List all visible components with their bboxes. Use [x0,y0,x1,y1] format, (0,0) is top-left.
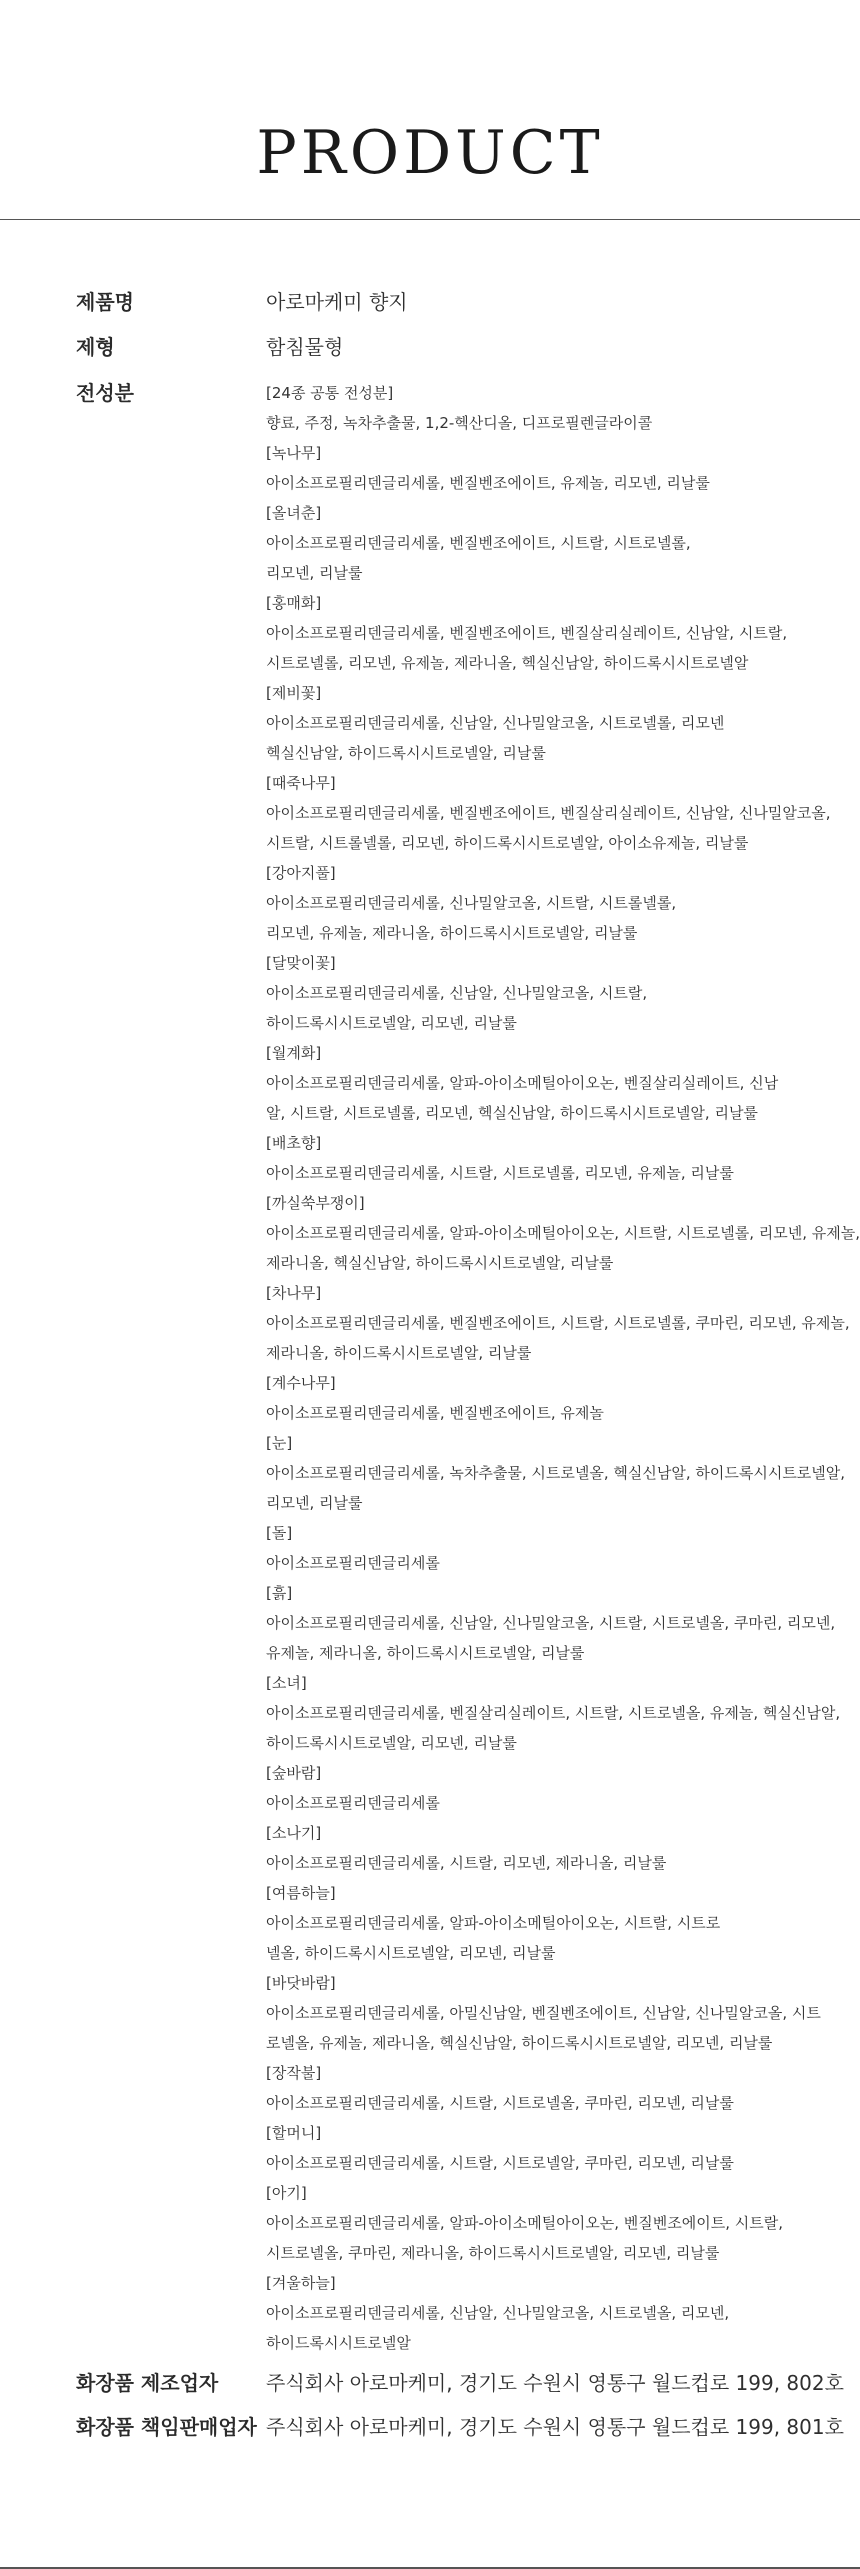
ingredient-line: 아이소프로필리덴글리세롤, 벤질벤조에이트, 유제놀 [266,1404,604,1422]
ingredient-group-heading: [돌] [266,1524,293,1542]
ingredient-group-heading: [할머니] [266,2124,322,2142]
ingredient-group-heading: [소녀] [266,1674,307,1692]
ingredient-line: 넬올, 하이드록시시트로넬알, 리모넨, 리날룰 [266,1944,556,1962]
ingredient-group-heading: [강아지풀] [266,864,336,882]
product-name-label: 제품명 [76,290,134,314]
ingredient-line: 알, 시트랄, 시트로넬롤, 리모넨, 헥실신남알, 하이드록시시트로넬알, 리날룰 [266,1104,758,1122]
product-name-value: 아로마케미 향지 [266,290,408,314]
page-title: PRODUCT [256,118,604,188]
ingredient-line: 아이소프로필리덴글리세롤, 알파-아이소메틸아이오논, 벤질살리실레이트, 신남 [266,1074,779,1092]
ingredient-group-heading: [여름하늘] [266,1884,336,1902]
ingredient-group-heading: [24종 공통 전성분] [266,384,394,402]
ingredient-line: 아이소프로필리덴글리세롤 [266,1794,440,1812]
ingredient-line: 아이소프로필리덴글리세롤, 신나밀알코올, 시트랄, 시트롤넬롤, [266,894,677,912]
ingredient-line: 하이드록시시트로넬알 [266,2334,411,2352]
ingredient-group-heading: [계수나무] [266,1374,336,1392]
ingredient-line: 유제놀, 제라니올, 하이드록시시트로넬알, 리날룰 [266,1644,585,1662]
ingredient-line: 아이소프로필리덴글리세롤, 시트랄, 시트로넬알, 쿠마린, 리모넨, 리날룰 [266,2154,734,2172]
ingredient-group-heading: [홍매화] [266,594,322,612]
ingredient-line: 아이소프로필리덴글리세롤, 알파-아이소메틸아이오논, 벤질벤조에이트, 시트랄, [266,2214,783,2232]
formulation-label: 제형 [76,335,115,359]
ingredient-line: 아이소프로필리덴글리세롤, 신남알, 신나밀알코올, 시트랄, [266,984,648,1002]
ingredients-label: 전성분 [76,381,134,405]
seller-label: 화장품 책임판매업자 [76,2415,257,2439]
ingredient-group-heading: [올녀춘] [266,504,322,522]
ingredient-line: 아이소프로필리덴글리세롤, 벤질벤조에이트, 벤질살리실레이트, 신남알, 신나밀알코올, [266,804,831,822]
ingredient-line: 아이소프로필리덴글리세롤, 아밀신남알, 벤질벤조에이트, 신남알, 신나밀알코올, 시트 [266,2004,821,2022]
ingredient-group-heading: [아기] [266,2184,307,2202]
ingredient-group-heading: [월계화] [266,1044,322,1062]
ingredient-line: 시트로넬올, 쿠마린, 제라니올, 하이드록시시트로넬알, 리모넨, 리날룰 [266,2244,720,2262]
ingredient-group-heading: [때죽나무] [266,774,336,792]
ingredient-group-heading: [바닷바람] [266,1974,336,1992]
ingredient-group-heading: [소나기] [266,1824,322,1842]
ingredient-group-heading: [까실쑥부쟁이] [266,1194,365,1212]
ingredient-line: 아이소프로필리덴글리세롤, 벤질벤조에이트, 시트랄, 시트로넬롤, [266,534,691,552]
ingredient-line: 제라니올, 헥실신남알, 하이드록시시트로넬알, 리날룰 [266,1254,614,1272]
ingredient-group-heading: [제비꽃] [266,684,322,702]
ingredient-group-heading: [차나무] [266,1284,322,1302]
ingredient-group-heading: [겨울하늘] [266,2274,336,2292]
ingredient-group-heading: [배초향] [266,1134,322,1152]
ingredient-line: 아이소프로필리덴글리세롤, 벤질벤조에이트, 벤질살리실레이트, 신남알, 시트랄, [266,624,788,642]
ingredient-line: 제라니올, 하이드록시시트로넬알, 리날룰 [266,1344,532,1362]
ingredient-line: 아이소프로필리덴글리세롤, 시트랄, 시트로넬올, 쿠마린, 리모넨, 리날룰 [266,2094,734,2112]
manufacturer-label: 화장품 제조업자 [76,2371,219,2395]
manufacturer-value: 주식회사 아로마케미, 경기도 수원시 영통구 월드컵로 199, 802호 [266,2371,844,2395]
ingredient-line: 하이드록시시트로넬알, 리모넨, 리날룰 [266,1014,517,1032]
seller-value: 주식회사 아로마케미, 경기도 수원시 영통구 월드컵로 199, 801호 [266,2415,844,2439]
ingredient-line: 리모넨, 유제놀, 제라니올, 하이드록시시트로넬알, 리날룰 [266,924,638,942]
formulation-value: 함침물형 [266,335,344,359]
ingredient-line: 시트로넬롤, 리모넨, 유제놀, 제라니올, 헥실신남알, 하이드록시시트로넬알 [266,654,749,672]
ingredient-line: 아이소프로필리덴글리세롤 [266,1554,440,1572]
ingredient-line: 리모넨, 리날룰 [266,1494,363,1512]
ingredient-line: 아이소프로필리덴글리세롤, 벤질벤조에이트, 유제놀, 리모넨, 리날룰 [266,474,710,492]
ingredient-line: 아이소프로필리덴글리세롤, 시트랄, 리모넨, 제라니올, 리날룰 [266,1854,667,1872]
ingredient-line: 시트랄, 시트롤넬롤, 리모넨, 하이드록시시트로넬알, 아이소유제놀, 리날룰 [266,834,749,852]
ingredient-group-heading: [흙] [266,1584,293,1602]
ingredient-line: 아이소프로필리덴글리세롤, 시트랄, 시트로넬롤, 리모넨, 유제놀, 리날룰 [266,1164,734,1182]
ingredient-line: 아이소프로필리덴글리세롤, 벤질벤조에이트, 시트랄, 시트로넬롤, 쿠마린, 리모넨, 유제놀, [266,1314,850,1332]
ingredient-line: 헥실신남알, 하이드록시시트로넬알, 리날룰 [266,744,546,762]
ingredient-line: 아이소프로필리덴글리세롤, 알파-아이소메틸아이오논, 시트랄, 시트로 [266,1914,721,1932]
ingredient-line: 하이드록시시트로넬알, 리모넨, 리날룰 [266,1734,517,1752]
ingredient-line: 향료, 주정, 녹차추출물, 1,2-헥산디올, 디프로필렌글라이콜 [266,414,653,432]
ingredient-group-heading: [눈] [266,1434,293,1452]
ingredient-group-heading: [녹나무] [266,444,322,462]
ingredient-line: 아이소프로필리덴글리세롤, 신남알, 신나밀알코올, 시트랄, 시트로넬올, 쿠마린, 리모넨, [266,1614,836,1632]
divider [0,219,860,220]
ingredient-group-heading: [숲바람] [266,1764,322,1782]
ingredient-group-heading: [장작불] [266,2064,322,2082]
ingredient-line: 아이소프로필리덴글리세롤, 알파-아이소메틸아이오논, 시트랄, 시트로넬롤, 리모넨, 유제놀, [266,1224,860,1242]
ingredient-line: 아이소프로필리덴글리세롤, 신남알, 신나밀알코올, 시트로넬롤, 리모넨 [266,714,725,732]
ingredient-line: 아이소프로필리덴글리세롤, 신남알, 신나밀알코올, 시트로넬올, 리모넨, [266,2304,730,2322]
ingredients-list [266,378,860,2358]
ingredient-line: 아이소프로필리덴글리세롤, 녹차추출물, 시트로넬올, 헥실신남알, 하이드록시시트로넬알, [266,1464,846,1482]
ingredient-group-heading: [달맞이꽃] [266,954,336,972]
ingredient-line: 로넬올, 유제놀, 제라니올, 헥실신남알, 하이드록시시트로넬알, 리모넨, 리날룰 [266,2034,773,2052]
ingredient-line: 리모넨, 리날룰 [266,564,363,582]
ingredient-line: 아이소프로필리덴글리세롤, 벤질살리실레이트, 시트랄, 시트로넬올, 유제놀, 헥실신남알, [266,1704,841,1722]
